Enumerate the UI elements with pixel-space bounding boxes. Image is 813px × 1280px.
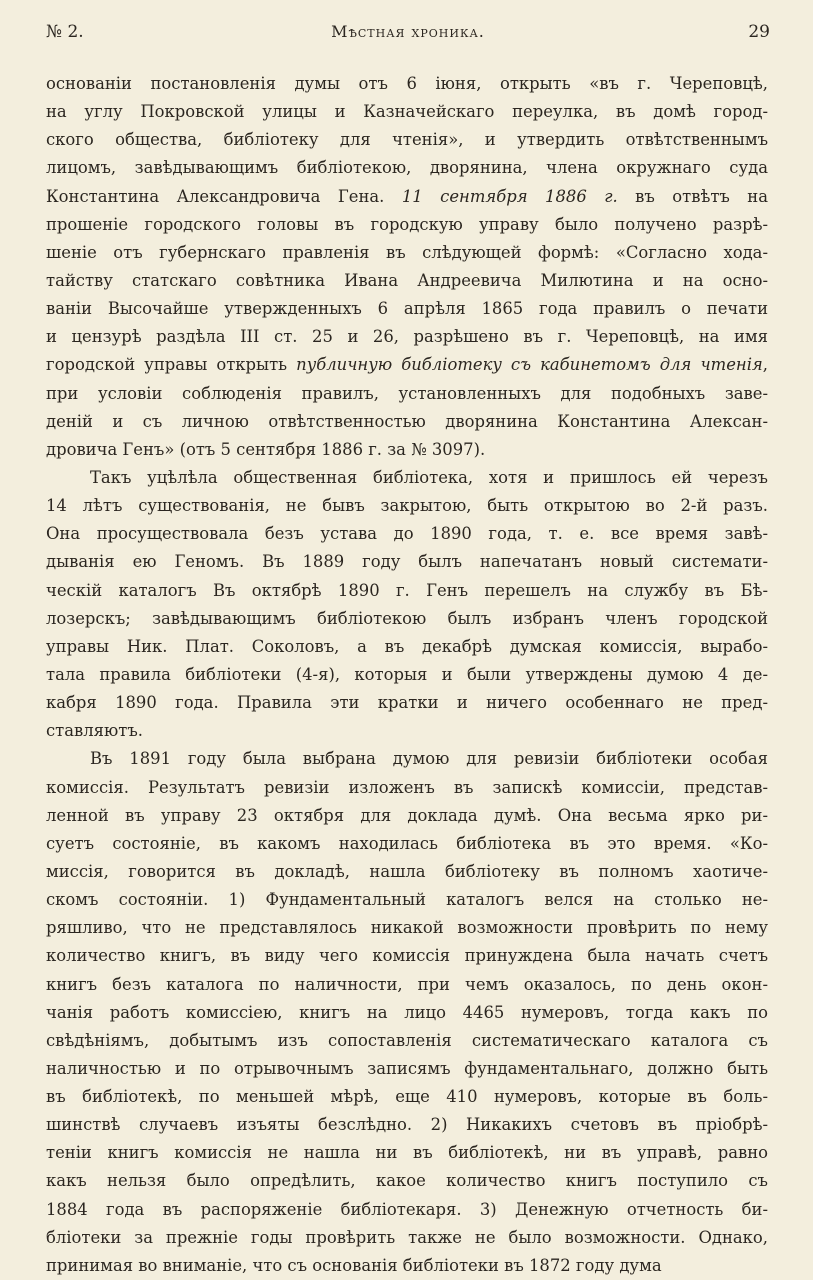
italic-segment: публичную библіотеку съ кабинетомъ для чтенія: [296, 355, 763, 375]
text-segment: ваніи Высочайше утвержденныхъ 6 апрѣля 1865 года правилъ о печати: [46, 299, 768, 319]
text-line: [46, 577, 768, 605]
text-segment: ленной въ управу 23 октября для доклада думѣ. Она весьма ярко ри-: [46, 805, 768, 825]
text-line: [46, 999, 768, 1027]
text-segment: книгъ безъ каталога по наличности, при чемъ оказалось, по день окон-: [46, 974, 768, 994]
text-segment: деній и съ личною отвѣтственностью дворянина Константина Алексан-: [46, 411, 768, 431]
text-segment: миссія, говорится въ докладѣ, нашла библіотеку въ полномъ хаотиче-: [46, 861, 768, 881]
text-segment: Она просуществовала безъ устава до 1890 года, т. е. все время завѣ-: [46, 524, 768, 544]
text-line: [46, 605, 768, 633]
text-segment: при условіи соблюденія правилъ, установленныхъ для подобныхъ заве-: [46, 383, 768, 403]
text-line: [46, 689, 768, 717]
text-line: [46, 914, 768, 942]
text-segment: тала правила библіотеки (4-я), которыя и были утверждены думою 4 де-: [46, 664, 768, 684]
section-title: Мѣстная хроника.: [331, 22, 485, 41]
text-line: [46, 520, 768, 548]
text-line: [46, 774, 768, 802]
text-segment: количество книгъ, въ виду чего комиссія принуждена была начать счетъ: [46, 946, 768, 966]
text-segment: управы Ник. Плат. Соколовъ, а въ декабрѣ думская комиссія, вырабо-: [46, 636, 768, 656]
text-line: [46, 464, 768, 492]
text-segment: теніи книгъ комиссія не нашла ни въ библіотекѣ, ни въ управѣ, равно: [46, 1143, 768, 1163]
text-segment: Въ 1891 году была выбрана думою для ревизіи библіотеки особая: [90, 749, 768, 769]
text-line: [46, 1027, 768, 1055]
text-line: [46, 351, 768, 379]
text-segment: наличностью и по отрывочнымъ записямъ фундаментальнаго, должно быть: [46, 1058, 768, 1078]
text-segment: и цензурѣ раздѣла III ст. 25 и 26, разрѣшено въ г. Череповцѣ, на имя: [46, 327, 768, 347]
text-line: [46, 70, 768, 98]
text-segment: ческій каталогъ Въ октябрѣ 1890 г. Генъ перешелъ на службу въ Бѣ-: [46, 580, 768, 600]
text-line: [46, 1224, 768, 1252]
text-line: [46, 661, 768, 689]
text-line: [46, 1055, 768, 1083]
text-segment: 14 лѣтъ существованія, не бывъ закрытою, быть открытою во 2-й разъ.: [46, 496, 768, 516]
italic-segment: 11 сентября 1886 г.: [401, 186, 618, 206]
text-line: [46, 295, 768, 323]
text-segment: ряшливо, что не представлялось никакой возможности провѣрить по нему: [46, 918, 768, 938]
text-segment: Такъ уцѣлѣла общественная библіотека, хотя и пришлось ей черезъ: [90, 467, 768, 487]
text-line: [46, 633, 768, 661]
text-line: [46, 1111, 768, 1139]
text-line: [46, 886, 768, 914]
text-segment: ,: [762, 355, 768, 375]
text-segment: лозерскъ; завѣдывающимъ библіотекою былъ избранъ членъ городской: [46, 608, 768, 628]
text-line: [46, 548, 768, 576]
text-segment: шинствѣ случаевъ изъяты безслѣдно. 2) Никакихъ счетовъ въ пріобрѣ-: [46, 1115, 768, 1135]
text-line: [46, 323, 768, 351]
text-segment: ставляютъ.: [46, 721, 143, 741]
text-line: [46, 717, 768, 745]
text-line: [46, 436, 768, 464]
text-segment: 1884 года въ распоряженіе библіотекаря. 3) Денежную отчетность би-: [46, 1199, 768, 1219]
text-line: [46, 830, 768, 858]
text-line: [46, 942, 768, 970]
text-line: [46, 1083, 768, 1111]
text-line: [46, 1139, 768, 1167]
text-line: [46, 745, 768, 773]
text-line: [46, 183, 768, 211]
text-line: [46, 267, 768, 295]
text-segment: дыванія ею Геномъ. Въ 1889 году былъ напечатанъ новый системати-: [46, 552, 768, 572]
text-line: [46, 98, 768, 126]
text-line: [46, 971, 768, 999]
text-segment: въ отвѣтъ на: [617, 186, 768, 206]
text-line: [46, 239, 768, 267]
text-line: [46, 1252, 768, 1280]
text-segment: свѣдѣніямъ, добытымъ изъ сопоставленія систематическаго каталога съ: [46, 1030, 768, 1050]
text-line: [46, 380, 768, 408]
text-line: [46, 1167, 768, 1195]
text-segment: основаніи постановленія думы отъ 6 іюня, открыть «въ г. Череповцѣ,: [46, 74, 768, 93]
running-header: [46, 22, 770, 48]
text-segment: комиссія. Результатъ ревизіи изложенъ въ запискѣ комиссіи, представ-: [46, 777, 768, 797]
issue-number: № 2.: [46, 22, 84, 42]
text-segment: дровича Генъ» (отъ 5 сентября 1886 г. за № 3097).: [46, 439, 486, 459]
text-line: [46, 408, 768, 436]
text-segment: скомъ состояніи. 1) Фундаментальный каталогъ велся на столько не-: [46, 890, 768, 910]
text-segment: принимая во вниманіе, что съ основанія библіотеки въ 1872 году дума: [46, 1255, 662, 1275]
text-segment: какъ нельзя было опредѣлить, какое количество книгъ поступило съ: [46, 1171, 768, 1191]
text-segment: шеніе отъ губернскаго правленія въ слѣдующей формѣ: «Согласно хода-: [46, 242, 768, 262]
text-line: [46, 492, 768, 520]
text-line: [46, 1196, 768, 1224]
text-line: [46, 126, 768, 154]
text-segment: лицомъ, завѣдывающимъ библіотекою, дворянина, члена окружнаго суда: [46, 158, 768, 178]
text-line: [46, 802, 768, 830]
text-segment: бліотеки за прежніе годы провѣрить также не было возможности. Однако,: [46, 1227, 768, 1247]
text-segment: въ библіотекѣ, по меньшей мѣрѣ, еще 410 нумеровъ, которые въ боль-: [46, 1087, 768, 1107]
text-line: [46, 858, 768, 886]
text-segment: тайству статскаго совѣтника Ивана Андреевича Милютина и на осно-: [46, 270, 768, 290]
text-line: [46, 154, 768, 182]
page-number: 29: [748, 22, 770, 42]
text-line: [46, 211, 768, 239]
body-text: [46, 70, 768, 1280]
text-segment: на углу Покровской улицы и Казначейскаго переулка, въ домѣ город-: [46, 102, 768, 122]
text-segment: ского общества, библіотеку для чтенія», и утвердить отвѣтственнымъ: [46, 130, 768, 150]
text-segment: городской управы открыть: [46, 355, 297, 375]
text-segment: суетъ состояніе, въ какомъ находилась библіотека въ это время. «Ко-: [46, 833, 768, 853]
text-segment: кабря 1890 года. Правила эти кратки и ничего особеннаго не пред-: [46, 693, 768, 713]
text-segment: Константина Александровича Гена.: [46, 186, 402, 206]
text-segment: прошеніе городского головы въ городскую управу было получено разрѣ-: [46, 214, 768, 234]
text-segment: чанія работъ комиссіею, книгъ на лицо 4465 нумеровъ, тогда какъ по: [46, 1002, 768, 1022]
